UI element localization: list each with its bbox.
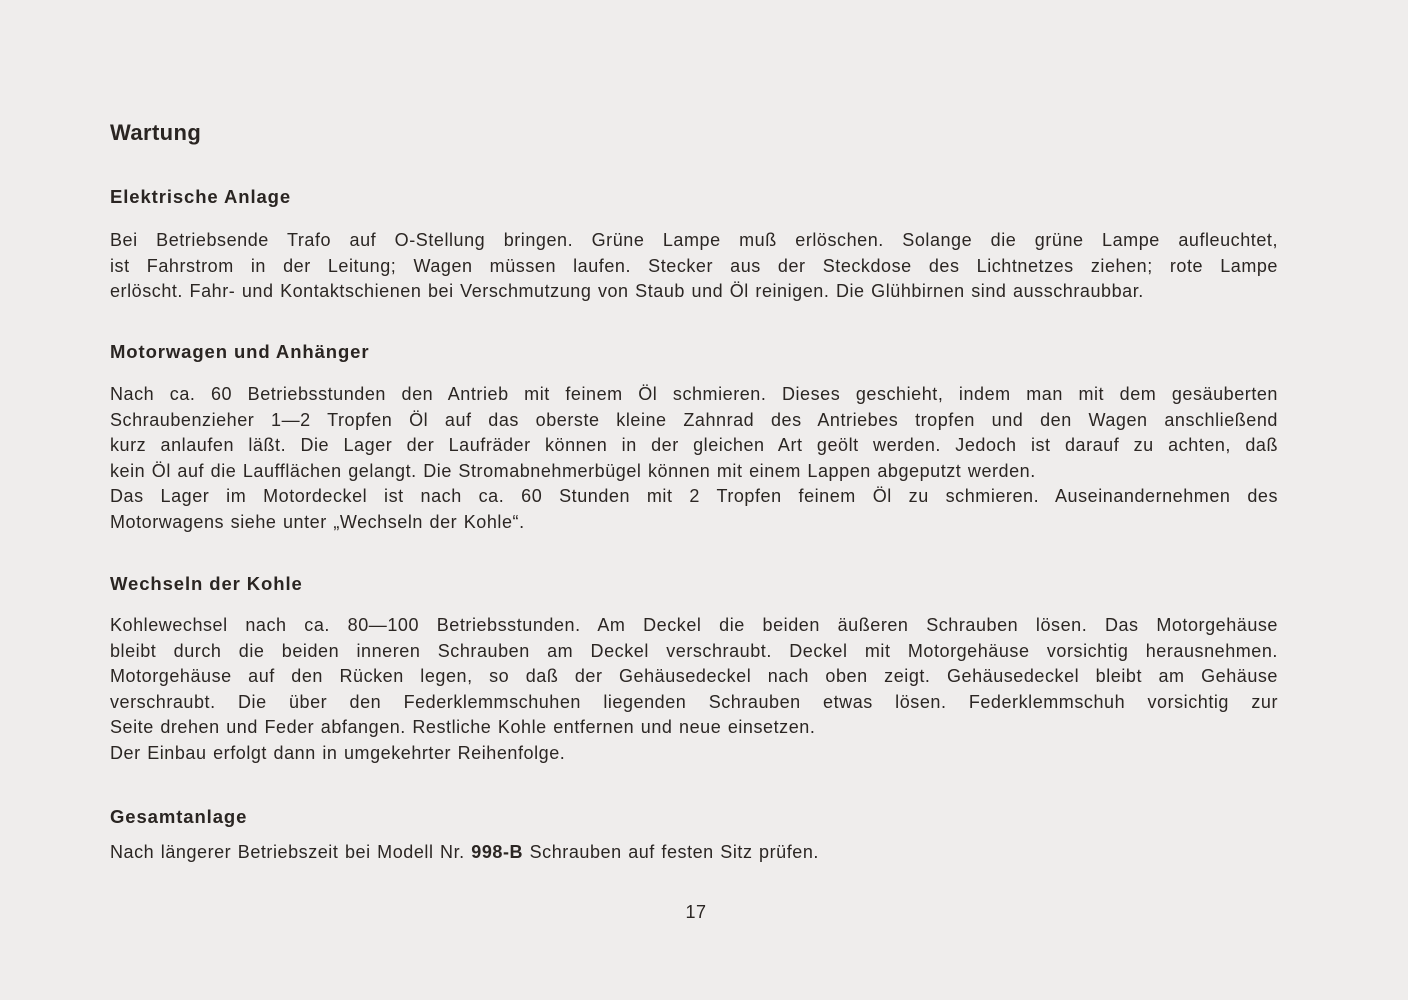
paragraph-line: verschraubt. Die über den Federklemmschuhen liegenden Schrauben etwas lösen. Federklemmschuh vorsichtig zur — [110, 691, 1278, 712]
paragraph-line: Kohlewechsel nach ca. 80—100 Betriebsstunden. Am Deckel die beiden äußeren Schrauben lösen. Das Motorgehäuse — [110, 615, 1278, 635]
section-heading-motorwagen: Motorwagen und Anhänger — [110, 341, 370, 362]
page-number: 17 — [685, 902, 707, 922]
section-paragraph-gesamtanlage — [110, 840, 1278, 866]
page-title: Wartung — [110, 120, 202, 145]
paragraph-line: kein Öl auf die Laufflächen gelangt. Die Stromabnehmerbügel können mit einem Lappen abgeputzt werden. — [110, 460, 1036, 481]
paragraph-line: Nach ca. 60 Betriebsstunden den Antrieb mit feinem Öl schmieren. Dieses geschieht, indem man mit dem gesäuberten — [110, 384, 1278, 404]
section-paragraph-elektrische-anlage — [110, 228, 1278, 305]
paragraph-line: Motorwagens siehe unter „Wechseln der Kohle“. — [110, 511, 525, 532]
paragraph-line: erlöscht. Fahr- und Kontaktschienen bei Verschmutzung von Staub und Öl reinigen. Die Glühbirnen sind ausschraubbar. — [110, 281, 1144, 302]
section-heading-elektrische-anlage: Elektrische Anlage — [110, 186, 292, 207]
paragraph-line: ist Fahrstrom in der Leitung; Wagen müssen laufen. Stecker aus der Steckdose des Lichtnetzes ziehen; rote Lampe — [110, 255, 1278, 276]
paragraph-line: Schraubenzieher 1—2 Tropfen Öl auf das oberste kleine Zahnrad des Antriebes tropfen und den Wagen anschließend — [110, 409, 1278, 430]
paragraph-line: Seite drehen und Feder abfangen. Restliche Kohle entfernen und neue einsetzen. — [110, 717, 816, 738]
manual-page — [110, 0, 1278, 1000]
paragraph-text: Nach längerer Betriebszeit bei Modell Nr. — [110, 842, 465, 862]
section-heading-wechseln-der-kohle: Wechseln der Kohle — [110, 573, 303, 594]
paragraph-line: Motorgehäuse auf den Rücken legen, so daß der Gehäusedeckel nach oben zeigt. Gehäusedeckel bleibt am Gehäuse — [110, 666, 1278, 687]
paragraph-line: Bei Betriebsende Trafo auf O-Stellung bringen. Grüne Lampe muß erlöschen. Solange die grüne Lampe aufleuchtet, — [110, 230, 1278, 250]
paragraph-line: Das Lager im Motordeckel ist nach ca. 60 Stunden mit 2 Tropfen feinem Öl zu schmieren. Auseinandernehmen des — [110, 486, 1278, 507]
paragraph-line: Der Einbau erfolgt dann in umgekehrter Reihenfolge. — [110, 742, 566, 763]
paragraph-text: Schrauben auf festen Sitz prüfen. — [529, 842, 819, 862]
paragraph-line: kurz anlaufen läßt. Die Lager der Laufräder können in der gleichen Art geölt werden. Jedoch ist darauf zu achten, daß — [110, 435, 1278, 456]
paragraph-line: bleibt durch die beiden inneren Schrauben am Deckel verschraubt. Deckel mit Motorgehäuse vorsichtig herausnehmen. — [110, 640, 1278, 661]
section-heading-gesamtanlage: Gesamtanlage — [110, 806, 248, 827]
section-paragraph-motorwagen — [110, 382, 1278, 536]
section-paragraph-wechseln-der-kohle — [110, 613, 1278, 767]
model-number: 998-B — [471, 842, 524, 862]
